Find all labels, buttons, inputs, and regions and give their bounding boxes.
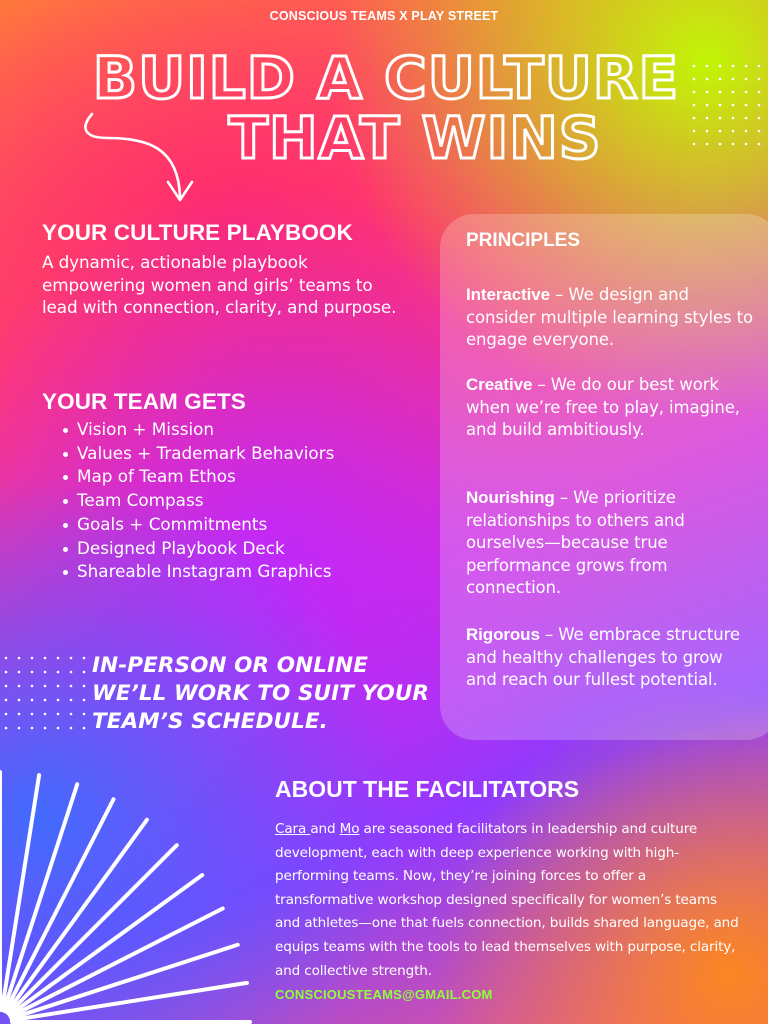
decor-dot [719,143,722,146]
sunburst-ray [8,845,176,1013]
decor-dot [83,657,86,660]
format-line-3: TEAM’S SCHEDULE. [92,709,328,734]
decor-dot [745,78,748,81]
decor-dot [57,699,60,702]
principle-creative [466,374,758,442]
format-line-2: WE’LL WORK TO SUIT YOUR [92,681,430,706]
decor-dot [70,727,73,730]
decor-dot [31,671,34,674]
decor-dot [57,657,60,660]
headline-line-2: THAT WINS [228,104,602,172]
sunburst-ray [11,945,237,1019]
decor-dot [693,65,696,68]
about-title: ABOUT THE FACILITATORS [275,776,580,802]
decor-dot [719,78,722,81]
decor-dot [706,65,709,68]
decor-dot [83,685,86,688]
decor-dot [5,685,8,688]
team-gets-title: YOUR TEAM GETS [42,389,246,414]
decor-dot [706,130,709,133]
decor-dot [5,699,8,702]
decor-dot [758,65,761,68]
decor-dot [44,671,47,674]
decor-dot [693,130,696,133]
decor-dot [5,657,8,660]
list-item: Designed Playbook Deck [60,537,334,561]
sunburst-rays-icon [0,760,260,1024]
facilitator-link-mo[interactable]: Mo [339,821,360,837]
brand-topline: CONSCIOUS TEAMS X PLAY STREET [269,9,499,23]
format-line-1: IN-PERSON OR ONLINE [92,653,369,678]
decor-dot [31,657,34,660]
decor-dot [758,117,761,120]
facilitator-link-cara[interactable]: Cara [275,821,311,837]
team-gets-list [60,418,334,584]
dot-grid-top-right [688,60,768,160]
decor-dot [44,657,47,660]
decor-dot [57,727,60,730]
list-item: Goals + Commitments [60,513,334,537]
about-joiner: and [310,821,340,837]
decor-dot [706,143,709,146]
decor-dot [18,699,21,702]
principle-text: – We prioritize relationships to others and ourselves—because true performance grows from connection. [466,488,685,597]
decor-dot [758,143,761,146]
contact-email-link[interactable]: CONSCIOUSTEAMS@GMAIL.COM [275,987,493,1002]
decor-dot [18,713,21,716]
playbook-title: YOUR CULTURE PLAYBOOK [42,220,353,245]
decor-dot [758,104,761,107]
decor-dot [706,117,709,120]
decor-dot [70,685,73,688]
decor-dot [732,91,735,94]
decor-dot [706,104,709,107]
decor-dot [83,727,86,730]
decor-dot [83,713,86,716]
decor-dot [18,727,21,730]
list-item: Vision + Mission [60,418,334,442]
decor-dot [18,685,21,688]
decor-dot [719,117,722,120]
principle-term: Creative [466,375,533,394]
principle-term: Nourishing [466,488,555,507]
decor-dot [44,699,47,702]
decor-dot [5,727,8,730]
decor-dot [745,117,748,120]
decor-dot [732,117,735,120]
decor-dot [57,671,60,674]
about-body: are seasoned facilitators in leadership and culture development, each with deep experience working with high-performing teams. Now, they’re joining forces to offer a transformative workshop designed specifically for women’s teams and athletes—one that fuels connection, builds shared language, and equips teams with the tools to lead themselves with purpose, clarity, and collective strength. [275,821,739,979]
sunburst-ray [4,784,78,1010]
decor-dot [719,65,722,68]
decor-dot [5,671,8,674]
principle-rigorous [466,624,758,692]
decor-dot [745,91,748,94]
principle-text: – We do our best work when we’re free to play, imagine, and build ambitiously. [466,375,740,439]
decor-dot [31,685,34,688]
list-item: Shareable Instagram Graphics [60,560,334,584]
about-text [275,818,745,983]
principle-nourishing [466,487,758,600]
decor-dot [732,104,735,107]
decor-dot [732,65,735,68]
principle-term: Rigorous [466,625,540,644]
decor-dot [70,699,73,702]
decor-dot [18,657,21,660]
dot-grid-left [0,652,90,738]
decor-dot [70,671,73,674]
list-item: Map of Team Ethos [60,465,334,489]
decor-dot [706,91,709,94]
decor-dot [44,685,47,688]
decor-dot [719,91,722,94]
decor-dot [745,143,748,146]
decor-dot [44,713,47,716]
headline-line-1: BUILD A CULTURE [92,44,680,112]
decor-dot [745,104,748,107]
decor-dot [57,713,60,716]
decor-dot [83,699,86,702]
decor-dot [719,130,722,133]
curved-arrow-icon [78,108,208,208]
list-item: Values + Trademark Behaviors [60,442,334,466]
decor-dot [44,727,47,730]
decor-dot [758,78,761,81]
decor-dot [745,65,748,68]
principles-title: PRINCIPLES [466,230,581,251]
decor-dot [732,143,735,146]
decor-dot [706,78,709,81]
decor-dot [719,104,722,107]
decor-dot [693,143,696,146]
decor-dot [693,117,696,120]
decor-dot [693,91,696,94]
decor-dot [5,713,8,716]
decor-dot [745,130,748,133]
decor-dot [758,130,761,133]
decor-dot [31,699,34,702]
decor-dot [732,130,735,133]
decor-dot [70,657,73,660]
decor-dot [18,671,21,674]
decor-dot [693,78,696,81]
principle-term: Interactive [466,285,550,304]
decor-dot [70,713,73,716]
decor-dot [57,685,60,688]
list-item: Team Compass [60,489,334,513]
principle-interactive [466,284,758,352]
decor-dot [31,713,34,716]
playbook-description: A dynamic, actionable playbook empowering women and girls’ teams to lead with connection, clarity, and purpose. [42,252,397,317]
principle-text: – We design and consider multiple learning styles to engage everyone. [466,285,754,349]
format-callout [92,652,429,736]
decor-dot [31,727,34,730]
decor-dot [732,78,735,81]
decor-dot [83,671,86,674]
decor-dot [693,104,696,107]
decor-dot [758,91,761,94]
principle-text: – We embrace structure and healthy challenges to grow and reach our fullest potential. [466,625,740,689]
